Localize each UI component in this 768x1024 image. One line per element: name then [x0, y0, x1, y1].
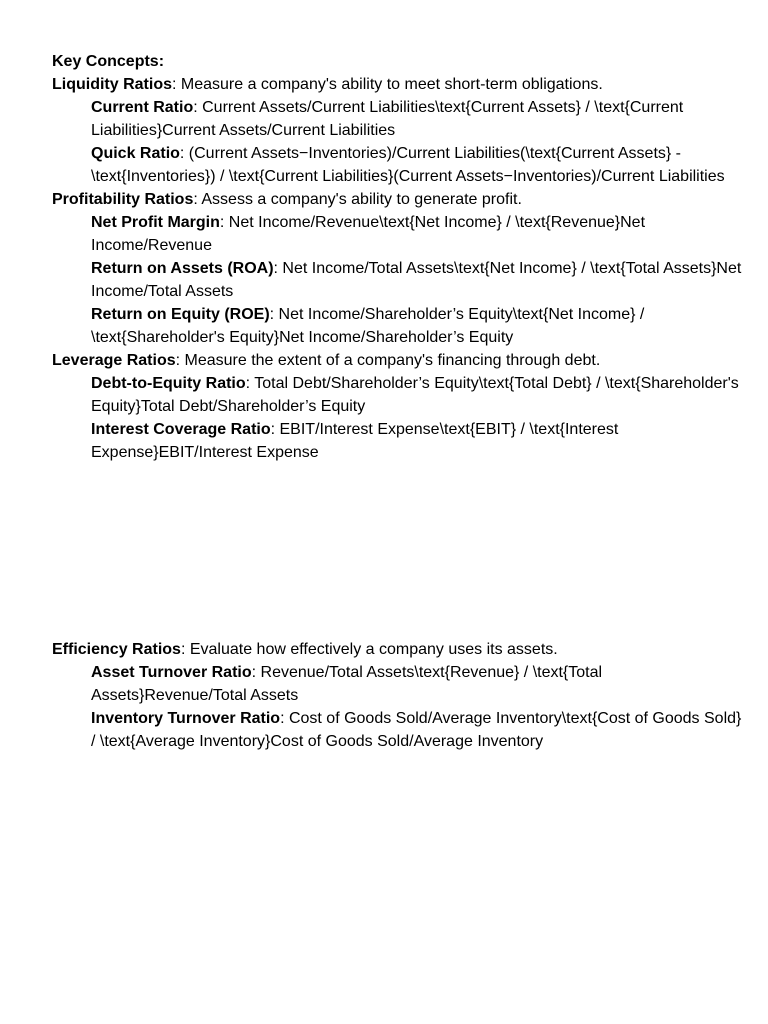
upper-block — [52, 50, 742, 464]
item-asset-turnover — [52, 661, 742, 707]
section-liquidity — [52, 73, 742, 96]
section-description: : Evaluate how effectively a company uses its assets. — [180, 641, 558, 658]
item-term: Debt-to-Equity Ratio — [91, 375, 246, 392]
item-quick-ratio — [52, 142, 742, 188]
item-net-profit-margin — [52, 211, 742, 257]
item-inventory-turnover — [52, 707, 742, 753]
item-text: : Cost of Goods Sold/Average Inventory\text{Cost of Goods Sold} / \text{Average Inventory}Cost of Goods Sold/Average Inventory — [91, 710, 742, 750]
item-text: : Revenue/Total Assets\text{Revenue} / \text{Total Assets}Revenue/Total Assets — [91, 664, 603, 704]
section-title: Leverage Ratios — [52, 352, 176, 369]
item-term: Quick Ratio — [91, 145, 180, 162]
item-term: Return on Assets (ROA) — [91, 260, 274, 277]
section-description: : Assess a company's ability to generate profit. — [193, 191, 522, 208]
section-title: Liquidity Ratios — [52, 76, 172, 93]
item-term: Inventory Turnover Ratio — [91, 710, 281, 727]
section-description: : Measure the extent of a company's financing through debt. — [175, 352, 601, 369]
item-term: Current Ratio — [91, 99, 194, 116]
section-description: : Measure a company's ability to meet short-term obligations. — [172, 76, 603, 93]
item-term: Net Profit Margin — [91, 214, 220, 231]
section-profitability — [52, 188, 742, 211]
item-debt-to-equity — [52, 372, 742, 418]
item-term: Interest Coverage Ratio — [91, 421, 271, 438]
item-roa — [52, 257, 742, 303]
item-text: : (Current Assets−Inventories)/Current Liabilities(\text{Current Assets} - \text{Inventories}) / \text{Current Liabilities}(Current Assets−Inventories)/Current Liabilities — [91, 145, 725, 185]
section-efficiency — [52, 638, 742, 661]
item-text: : EBIT/Interest Expense\text{EBIT} / \text{Interest Expense}EBIT/Interest Expense — [91, 421, 619, 461]
section-leverage — [52, 349, 742, 372]
item-text: : Net Income/Total Assets\text{Net Income} / \text{Total Assets}Net Income/Total Assets — [91, 260, 742, 300]
item-roe — [52, 303, 742, 349]
key-concepts-heading: Key Concepts: — [52, 53, 165, 70]
item-text: : Net Income/Shareholder’s Equity\text{Net Income} / \text{Shareholder's Equity}Net Income/Shareholder’s Equity — [91, 306, 645, 346]
item-text: : Net Income/Revenue\text{Net Income} / \text{Revenue}Net Income/Revenue — [91, 214, 646, 254]
item-text: : Current Assets/Current Liabilities\text{Current Assets} / \text{Current Liabilities}Current Assets/Current Liabilities — [91, 99, 684, 139]
item-text: : Total Debt/Shareholder’s Equity\text{Total Debt} / \text{Shareholder's Equity}Total Debt/Shareholder’s Equity — [91, 375, 739, 415]
item-term: Return on Equity (ROE) — [91, 306, 270, 323]
item-interest-coverage — [52, 418, 742, 464]
item-term: Asset Turnover Ratio — [91, 664, 252, 681]
section-title: Efficiency Ratios — [52, 641, 181, 658]
item-current-ratio — [52, 96, 742, 142]
lower-block — [52, 638, 742, 753]
section-title: Profitability Ratios — [52, 191, 194, 208]
